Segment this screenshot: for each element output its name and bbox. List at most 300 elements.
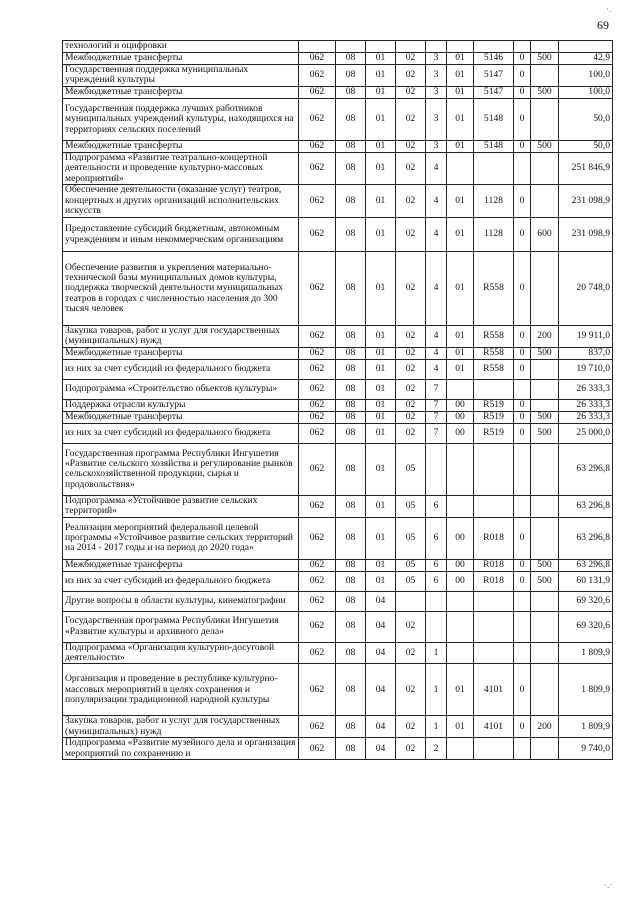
program-code: 05 [396, 559, 426, 571]
row-amount: 63 296,8 [559, 517, 613, 559]
table-row [63, 140, 613, 152]
row-amount: 42,9 [559, 53, 613, 65]
row-amount: 26 333,3 [559, 379, 613, 399]
subprogram-code: 7 [426, 379, 447, 399]
ministry-code: 062 [299, 140, 336, 152]
expense-type-code [531, 495, 559, 517]
sub-direction-code: 0 [514, 53, 531, 65]
row-amount: 26 333,3 [559, 399, 613, 411]
ministry-code: 062 [299, 559, 336, 571]
subsection-code: 01 [366, 495, 396, 517]
subsection-code: 01 [366, 347, 396, 359]
expense-type-code [531, 379, 559, 399]
row-name: Межбюджетные трансферты [63, 140, 299, 152]
expense-type-code: 500 [531, 411, 559, 423]
expense-type-code [531, 359, 559, 379]
row-name: Государственная поддержка лучших работников муниципальных учреждений культуры, находящихся на территориях сельских поселений [63, 98, 299, 140]
direction-code [474, 379, 514, 399]
subsection-code: 01 [366, 86, 396, 98]
sub-direction-code: 0 [514, 65, 531, 87]
row-name: из них за счет субсидий из федерального бюджета [63, 359, 299, 379]
row-amount: 50,0 [559, 98, 613, 140]
subsection-code: 04 [366, 716, 396, 738]
program-code: 02 [396, 218, 426, 252]
event-code: 01 [447, 98, 474, 140]
subsection-code [366, 41, 396, 53]
program-code: 02 [396, 53, 426, 65]
expense-type-code [531, 252, 559, 326]
direction-code [474, 495, 514, 517]
ministry-code: 062 [299, 591, 336, 611]
subsection-code: 01 [366, 185, 396, 218]
direction-code: 5148 [474, 98, 514, 140]
row-name: Обеспечение деятельности (оказание услуг) театров, концертных и других организаций исполнительских искусств [63, 185, 299, 218]
event-code: 01 [447, 218, 474, 252]
event-code: 01 [447, 347, 474, 359]
expense-type-code [531, 152, 559, 184]
direction-code: 5147 [474, 86, 514, 98]
section-code: 08 [336, 664, 366, 716]
event-code: 01 [447, 53, 474, 65]
sub-direction-code: 0 [514, 411, 531, 423]
event-code: 00 [447, 411, 474, 423]
ministry-code: 062 [299, 664, 336, 716]
row-name: Подпрограмма «Организация культурно-досуговой деятельности» [63, 642, 299, 664]
subsection-code: 01 [366, 411, 396, 423]
sub-direction-code: 0 [514, 716, 531, 738]
table-row [63, 252, 613, 326]
row-name: Подпрограмма «Строительство объектов культуры» [63, 379, 299, 399]
row-amount: 231 098,9 [559, 218, 613, 252]
event-code [447, 41, 474, 53]
table-row [63, 642, 613, 664]
sub-direction-code: 0 [514, 359, 531, 379]
sub-direction-code: 0 [514, 86, 531, 98]
subprogram-code [426, 611, 447, 642]
expense-type-code: 500 [531, 423, 559, 443]
subprogram-code: 4 [426, 252, 447, 326]
subprogram-code [426, 443, 447, 495]
sub-direction-code [514, 379, 531, 399]
subprogram-code: 3 [426, 53, 447, 65]
subsection-code: 01 [366, 140, 396, 152]
row-name: Государственная программа Республики Ингушетия «Развитие сельского хозяйства и регулирование рынков сельскохозяйственной продукции, сырья и продовольствия» [63, 443, 299, 495]
direction-code: R018 [474, 559, 514, 571]
subprogram-code: 1 [426, 664, 447, 716]
event-code [447, 611, 474, 642]
expense-type-code [531, 443, 559, 495]
direction-code [474, 152, 514, 184]
row-amount: 251 846,9 [559, 152, 613, 184]
table-row [63, 443, 613, 495]
section-code: 08 [336, 152, 366, 184]
direction-code [474, 41, 514, 53]
event-code [447, 738, 474, 760]
sub-direction-code: 0 [514, 218, 531, 252]
sub-direction-code: 0 [514, 326, 531, 348]
event-code: 01 [447, 86, 474, 98]
subsection-code: 04 [366, 611, 396, 642]
section-code: 08 [336, 140, 366, 152]
subprogram-code: 7 [426, 399, 447, 411]
budget-table [62, 40, 613, 760]
sub-direction-code: 0 [514, 185, 531, 218]
program-code: 02 [396, 738, 426, 760]
row-amount: 20 748,0 [559, 252, 613, 326]
ministry-code: 062 [299, 495, 336, 517]
ministry-code: 062 [299, 423, 336, 443]
table-row [63, 571, 613, 591]
sub-direction-code [514, 443, 531, 495]
section-code: 08 [336, 347, 366, 359]
event-code: 01 [447, 185, 474, 218]
ministry-code [299, 41, 336, 53]
program-code: 02 [396, 65, 426, 87]
direction-code: R558 [474, 252, 514, 326]
row-name: Подпрограмма «Устойчивое развитие сельских территорий» [63, 495, 299, 517]
direction-code: R519 [474, 399, 514, 411]
program-code: 02 [396, 185, 426, 218]
expense-type-code [531, 664, 559, 716]
program-code: 02 [396, 642, 426, 664]
table-row [63, 411, 613, 423]
expense-type-code [531, 185, 559, 218]
section-code: 08 [336, 252, 366, 326]
row-amount: 19 911,0 [559, 326, 613, 348]
subsection-code: 04 [366, 664, 396, 716]
table-row [63, 399, 613, 411]
row-amount: 1 809,9 [559, 716, 613, 738]
subsection-code: 01 [366, 443, 396, 495]
table-row [63, 152, 613, 184]
ministry-code: 062 [299, 571, 336, 591]
section-code: 08 [336, 326, 366, 348]
subprogram-code: 1 [426, 716, 447, 738]
subprogram-code: 6 [426, 571, 447, 591]
event-code [447, 495, 474, 517]
event-code: 00 [447, 559, 474, 571]
program-code: 02 [396, 347, 426, 359]
direction-code [474, 642, 514, 664]
program-code: 02 [396, 399, 426, 411]
subprogram-code: 7 [426, 423, 447, 443]
sub-direction-code [514, 611, 531, 642]
subprogram-code: 4 [426, 185, 447, 218]
subprogram-code: 4 [426, 359, 447, 379]
section-code [336, 41, 366, 53]
subprogram-code: 1 [426, 642, 447, 664]
scan-speck: ·.· [604, 880, 613, 890]
event-code: 00 [447, 423, 474, 443]
program-code: 02 [396, 326, 426, 348]
subprogram-code: 3 [426, 65, 447, 87]
direction-code [474, 738, 514, 760]
ministry-code: 062 [299, 98, 336, 140]
section-code: 08 [336, 86, 366, 98]
row-name: Межбюджетные трансферты [63, 347, 299, 359]
row-name: Поддержка отрасли культуры [63, 399, 299, 411]
direction-code: 5147 [474, 65, 514, 87]
program-code: 05 [396, 517, 426, 559]
ministry-code: 062 [299, 185, 336, 218]
table-row [63, 326, 613, 348]
direction-code: R018 [474, 571, 514, 591]
expense-type-code [531, 517, 559, 559]
sub-direction-code: 0 [514, 347, 531, 359]
subsection-code: 01 [366, 218, 396, 252]
subsection-code: 04 [366, 591, 396, 611]
row-name: Реализация мероприятий федеральной целевой программы «Устойчивое развитие сельских территорий на 2014 - 2017 годы и на период до 2020 года» [63, 517, 299, 559]
row-amount: 1 809,9 [559, 664, 613, 716]
subsection-code: 01 [366, 559, 396, 571]
ministry-code: 062 [299, 411, 336, 423]
direction-code: 4101 [474, 664, 514, 716]
subprogram-code [426, 41, 447, 53]
table-row [63, 65, 613, 87]
sub-direction-code [514, 41, 531, 53]
sub-direction-code: 0 [514, 98, 531, 140]
row-amount: 50,0 [559, 140, 613, 152]
row-amount: 25 000,0 [559, 423, 613, 443]
subprogram-code [426, 591, 447, 611]
subprogram-code: 4 [426, 152, 447, 184]
row-amount: 100,0 [559, 65, 613, 87]
row-name: Подпрограмма «Развитие музейного дела и организация мероприятий по сохранению и [63, 738, 299, 760]
row-amount: 69 320,6 [559, 611, 613, 642]
direction-code: R519 [474, 423, 514, 443]
row-amount: 63 296,8 [559, 559, 613, 571]
subprogram-code: 3 [426, 86, 447, 98]
table-row [63, 716, 613, 738]
subprogram-code: 4 [426, 326, 447, 348]
program-code: 05 [396, 443, 426, 495]
expense-type-code: 500 [531, 140, 559, 152]
program-code: 02 [396, 611, 426, 642]
row-name: Предоставление субсидий бюджетным, автономным учреждениям и иным некоммерческим организациям [63, 218, 299, 252]
ministry-code: 062 [299, 152, 336, 184]
sub-direction-code: 0 [514, 252, 531, 326]
section-code: 08 [336, 359, 366, 379]
program-code: 02 [396, 98, 426, 140]
expense-type-code: 500 [531, 347, 559, 359]
subsection-code: 04 [366, 738, 396, 760]
row-name: Государственная программа Республики Ингушетия «Развитие культуры и архивного дела» [63, 611, 299, 642]
section-code: 08 [336, 98, 366, 140]
program-code: 02 [396, 379, 426, 399]
expense-type-code: 500 [531, 571, 559, 591]
event-code: 01 [447, 664, 474, 716]
row-amount: 9 740,0 [559, 738, 613, 760]
direction-code: R519 [474, 411, 514, 423]
subsection-code: 01 [366, 423, 396, 443]
subprogram-code: 4 [426, 218, 447, 252]
ministry-code: 062 [299, 738, 336, 760]
section-code: 08 [336, 571, 366, 591]
program-code: 02 [396, 359, 426, 379]
sub-direction-code: 0 [514, 140, 531, 152]
subsection-code: 01 [366, 517, 396, 559]
table-row [63, 41, 613, 53]
row-amount: 26 333,3 [559, 411, 613, 423]
subsection-code: 01 [366, 252, 396, 326]
program-code: 02 [396, 411, 426, 423]
subprogram-code: 6 [426, 559, 447, 571]
direction-code: 5148 [474, 140, 514, 152]
program-code: 02 [396, 140, 426, 152]
table-row [63, 218, 613, 252]
event-code [447, 379, 474, 399]
event-code: 00 [447, 399, 474, 411]
subsection-code: 01 [366, 359, 396, 379]
section-code: 08 [336, 738, 366, 760]
sub-direction-code [514, 495, 531, 517]
subprogram-code: 7 [426, 411, 447, 423]
event-code: 01 [447, 326, 474, 348]
section-code: 08 [336, 399, 366, 411]
row-amount: 1 809,9 [559, 642, 613, 664]
table-row [63, 379, 613, 399]
subprogram-code: 4 [426, 347, 447, 359]
section-code: 08 [336, 185, 366, 218]
subsection-code: 01 [366, 53, 396, 65]
section-code: 08 [336, 642, 366, 664]
row-name: Закупка товаров, работ и услуг для государственных (муниципальных) нужд [63, 716, 299, 738]
subsection-code: 01 [366, 399, 396, 411]
page-number: 69 [597, 18, 609, 32]
table-row [63, 347, 613, 359]
section-code: 08 [336, 517, 366, 559]
row-amount: 19 710,0 [559, 359, 613, 379]
sub-direction-code: 0 [514, 517, 531, 559]
row-name: Закупка товаров, работ и услуг для государственных (муниципальных) нужд [63, 326, 299, 348]
subsection-code: 01 [366, 65, 396, 87]
program-code: 05 [396, 571, 426, 591]
subsection-code: 01 [366, 98, 396, 140]
table-row [63, 495, 613, 517]
sub-direction-code: 0 [514, 423, 531, 443]
ministry-code: 062 [299, 252, 336, 326]
expense-type-code [531, 591, 559, 611]
subsection-code: 01 [366, 152, 396, 184]
program-code [396, 591, 426, 611]
ministry-code: 062 [299, 53, 336, 65]
section-code: 08 [336, 443, 366, 495]
event-code: 01 [447, 65, 474, 87]
row-name: технологий и оцифровки [63, 41, 299, 53]
sub-direction-code: 0 [514, 559, 531, 571]
event-code: 00 [447, 571, 474, 591]
section-code: 08 [336, 716, 366, 738]
ministry-code: 062 [299, 65, 336, 87]
direction-code [474, 611, 514, 642]
sub-direction-code [514, 152, 531, 184]
expense-type-code [531, 98, 559, 140]
ministry-code: 062 [299, 86, 336, 98]
table-row [63, 53, 613, 65]
direction-code: 1128 [474, 218, 514, 252]
sub-direction-code: 0 [514, 399, 531, 411]
expense-type-code: 500 [531, 53, 559, 65]
row-name: Межбюджетные трансферты [63, 53, 299, 65]
sub-direction-code [514, 738, 531, 760]
expense-type-code [531, 399, 559, 411]
ministry-code: 062 [299, 716, 336, 738]
table-row [63, 185, 613, 218]
row-amount: 63 296,8 [559, 443, 613, 495]
event-code [447, 152, 474, 184]
row-name: из них за счет субсидий из федерального бюджета [63, 571, 299, 591]
program-code: 02 [396, 152, 426, 184]
table-row [63, 86, 613, 98]
subsection-code: 01 [366, 379, 396, 399]
expense-type-code [531, 738, 559, 760]
section-code: 08 [336, 411, 366, 423]
event-code: 00 [447, 517, 474, 559]
sub-direction-code: 0 [514, 571, 531, 591]
section-code: 08 [336, 559, 366, 571]
row-amount: 837,0 [559, 347, 613, 359]
row-amount: 63 296,8 [559, 495, 613, 517]
ministry-code: 062 [299, 443, 336, 495]
row-name: Организация и проведение в республике культурно-массовых мероприятий в целях сохранения и популяризации традиционной народной культуры [63, 664, 299, 716]
row-amount: 69 320,6 [559, 591, 613, 611]
table-row [63, 359, 613, 379]
expense-type-code [531, 41, 559, 53]
direction-code: R018 [474, 517, 514, 559]
subsection-code: 01 [366, 326, 396, 348]
event-code: 01 [447, 716, 474, 738]
ministry-code: 062 [299, 359, 336, 379]
program-code: 02 [396, 252, 426, 326]
row-name: Межбюджетные трансферты [63, 86, 299, 98]
subprogram-code: 6 [426, 517, 447, 559]
program-code: 05 [396, 495, 426, 517]
program-code: 02 [396, 716, 426, 738]
event-code [447, 443, 474, 495]
program-code: 02 [396, 664, 426, 716]
sub-direction-code [514, 642, 531, 664]
program-code [396, 41, 426, 53]
table-row [63, 664, 613, 716]
row-amount [559, 41, 613, 53]
table-row [63, 423, 613, 443]
expense-type-code: 500 [531, 559, 559, 571]
ministry-code: 062 [299, 379, 336, 399]
row-name: Государственная поддержка муниципальных учреждений культуры [63, 65, 299, 87]
ministry-code: 062 [299, 218, 336, 252]
expense-type-code [531, 611, 559, 642]
subprogram-code: 6 [426, 495, 447, 517]
expense-type-code: 500 [531, 86, 559, 98]
table-row [63, 611, 613, 642]
row-amount: 231 098,9 [559, 185, 613, 218]
ministry-code: 062 [299, 399, 336, 411]
row-name: Подпрограмма «Развитие театрально-концертной деятельности и проведение культурно-массовых мероприятий» [63, 152, 299, 184]
table-row [63, 738, 613, 760]
scan-speck: ·. [606, 4, 612, 14]
subsection-code: 01 [366, 571, 396, 591]
event-code: 01 [447, 252, 474, 326]
row-name: из них за счет субсидий из федерального бюджета [63, 423, 299, 443]
section-code: 08 [336, 218, 366, 252]
ministry-code: 062 [299, 642, 336, 664]
sub-direction-code: 0 [514, 664, 531, 716]
expense-type-code: 200 [531, 326, 559, 348]
direction-code: R558 [474, 347, 514, 359]
ministry-code: 062 [299, 611, 336, 642]
section-code: 08 [336, 53, 366, 65]
direction-code: 4101 [474, 716, 514, 738]
